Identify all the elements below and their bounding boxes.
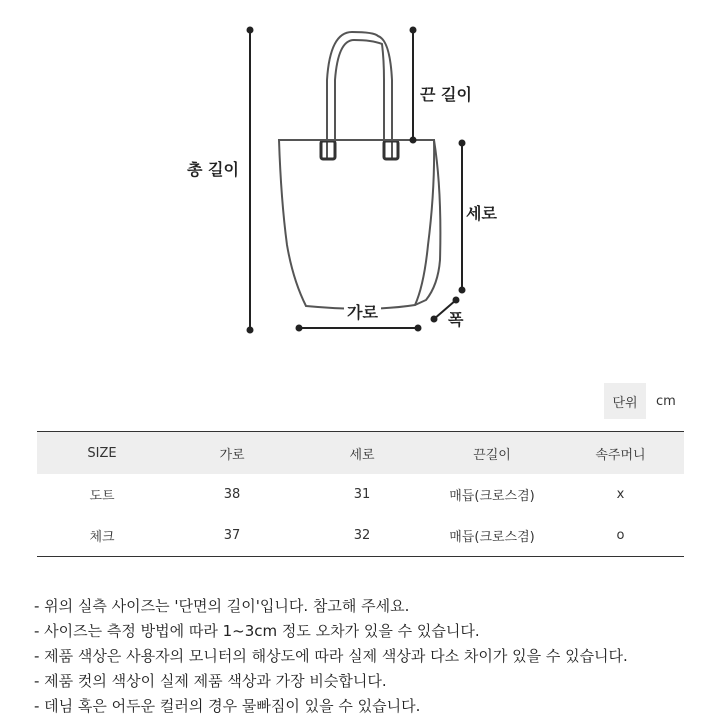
header-strap-length: 끈길이	[427, 432, 557, 475]
unit-value: cm	[656, 393, 676, 409]
size-notes	[34, 594, 628, 719]
note-item: - 위의 실측 사이즈는 '단면의 길이'입니다. 참고해 주세요.	[34, 597, 410, 615]
bag-gusset	[415, 140, 440, 305]
label-depth: 폭	[448, 310, 464, 329]
note-item: - 사이즈는 측정 방법에 따라 1~3cm 정도 오차가 있을 수 있습니다.	[34, 622, 480, 640]
cell-height: 32	[297, 515, 427, 557]
size-table	[37, 431, 684, 557]
bag-body	[279, 140, 434, 309]
cell-width: 38	[223, 487, 241, 502]
cell-strap-length: 매듭(크로스겸)	[427, 515, 557, 557]
unit-label: 단위	[604, 383, 646, 419]
label-width: 가로	[344, 303, 381, 323]
table-header-row	[37, 432, 684, 475]
table-row	[37, 515, 684, 557]
note-item: - 제품 색상은 사용자의 모니터의 해상도에 따라 실제 색상과 다소 차이가 있을 수 있습니다.	[34, 647, 628, 665]
note-item: - 제품 컷의 색상이 실제 제품 색상과 가장 비슷합니다.	[34, 672, 387, 690]
cell-size: 도트	[89, 489, 115, 504]
label-total-length: 총 길이	[187, 160, 239, 179]
cell-size: 체크	[37, 515, 167, 557]
cell-strap-length: 매듭(크로스겸)	[449, 489, 535, 504]
table-row	[37, 474, 684, 515]
label-strap-length: 끈 길이	[420, 85, 472, 104]
label-height: 세로	[466, 204, 497, 223]
header-inner-pocket: 속주머니	[557, 432, 684, 475]
cell-inner-pocket: o	[557, 515, 684, 557]
cell-height: 31	[353, 487, 371, 502]
note-item: - 데님 혹은 어두운 컬러의 경우 물빠짐이 있을 수 있습니다.	[34, 697, 421, 715]
cell-width: 37	[167, 515, 297, 557]
unit-indicator	[604, 383, 676, 419]
header-width: 가로	[167, 432, 297, 475]
header-size: SIZE	[37, 432, 167, 475]
header-height: 세로	[297, 432, 427, 475]
cell-inner-pocket: x	[616, 487, 625, 502]
